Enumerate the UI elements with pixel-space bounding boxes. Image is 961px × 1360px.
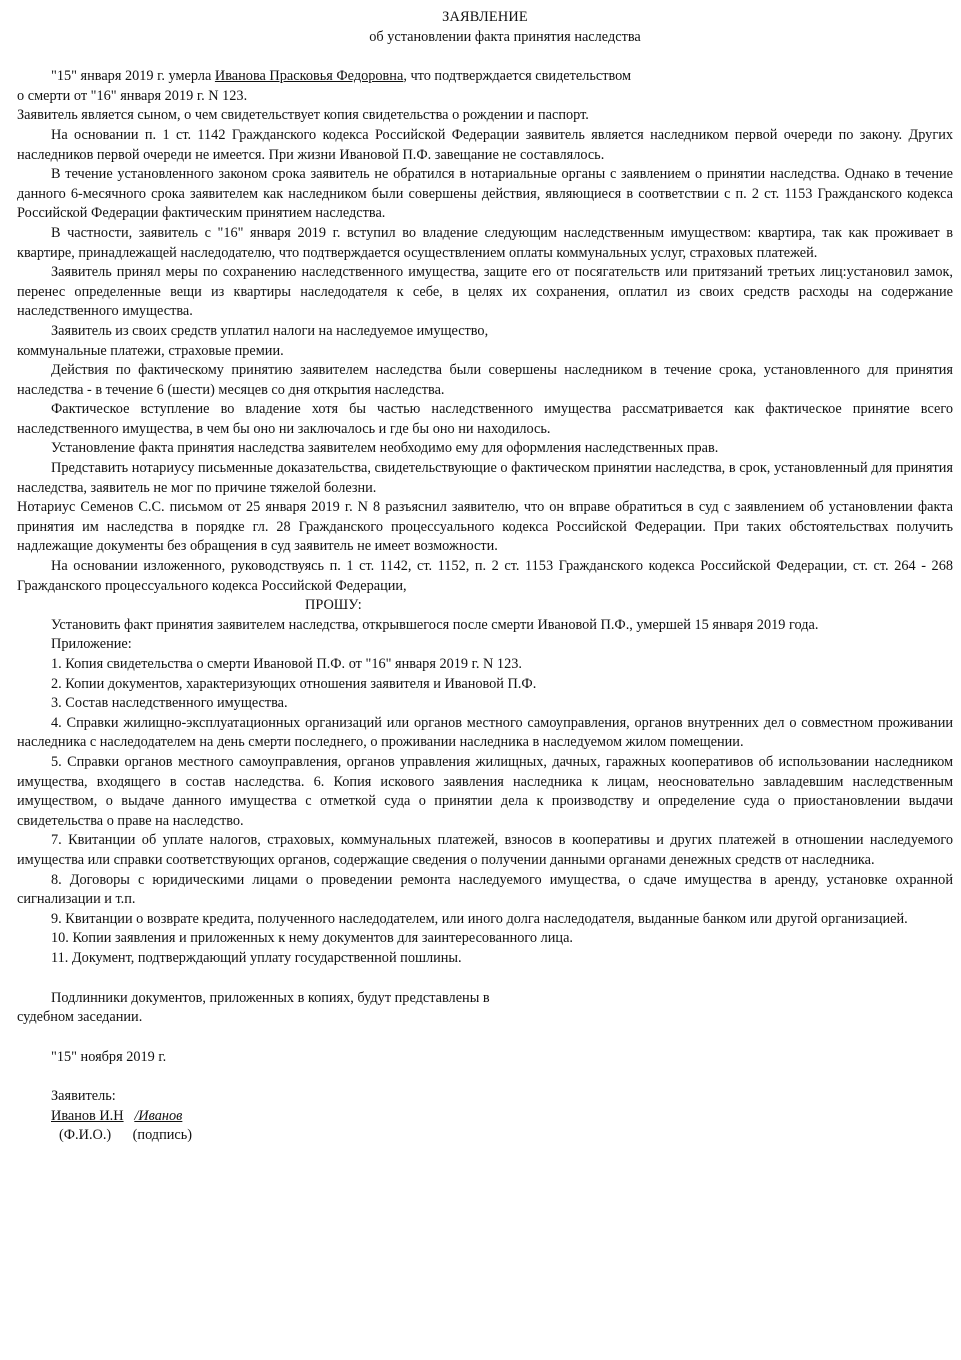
deceased-name: Иванова Прасковья Федоровна: [214, 68, 404, 85]
document-subtitle: об установлении факта принятия наследства: [369, 28, 641, 45]
paragraph-son: Заявитель является сыном, о чем свидетельствует копия свидетельства о рождении и паспорт.: [17, 107, 589, 124]
attachments-heading: Приложение:: [51, 636, 132, 653]
attachment-item: 11. Документ, подтверждающий уплату государственной пошлины.: [51, 949, 462, 966]
applicant-label: Заявитель:: [51, 1088, 116, 1105]
request-text: Установить факт принятия заявителем наследства, открывшегося после смерти Ивановой П.Ф., умершей 15 января 2019 года.: [51, 616, 819, 633]
paragraph-actions: Действия по фактическому принятию заявителем наследства были совершены наследником в течение срока, установленного для принятия наследства - в течение 6 (шести) месяцев со дня открытия наследства.: [17, 362, 953, 398]
paragraph-taxes: Заявитель из своих средств уплатил налоги на наследуемое имущество,: [51, 322, 489, 339]
intro-date: "15" января 2019 г. умерла: [51, 68, 212, 85]
fio-label: (Ф.И.О.): [59, 1127, 112, 1144]
attachment-item: 3. Состав наследственного имущества.: [51, 695, 288, 712]
signature-label: (подпись): [132, 1127, 193, 1144]
intro-line-2: о смерти от "16" января 2019 г. N 123.: [17, 87, 248, 104]
applicant-signature-line: [17, 1107, 953, 1127]
attachment-item: 8. Договоры с юридическими лицами о проведении ремонта наследуемого имущества, о сдаче имущества в аренду, установке охранной сигнализации и т.п.: [17, 871, 953, 908]
paragraph-evidence: Представить нотариусу письменные доказательства, свидетельствующие о фактическом принятии наследства, в срок, установленный для принятия наследства, заявитель не мог по причине тяжелой болезни.: [17, 460, 953, 496]
paragraph-factual: Фактическое вступление во владение хотя бы частью наследственного имущества рассматривается как фактическое принятие всего наследственного имущества, в чем бы оно ни заключалось и где бы оно ни находилось.: [17, 401, 953, 437]
paragraph-measures: Заявитель принял меры по сохранению наследственного имущества, защите его от посягательств или притязаний третьих лиц:установил замок, перенес определенные вещи из квартиры наследодателя к себе, в целях их сохранения, оплатил из своих средств расходы на содержание наследственного имущества.: [17, 264, 953, 320]
attachment-item: 4. Справки жилищно-эксплуатационных организаций или органов местного самоуправления, органов внутренних дел о совместном проживании наследника с наследодателем на день смерти последнего, о проживании наследника в наследуемом жилом помещении.: [17, 714, 953, 751]
spacer: [17, 969, 953, 989]
sign-date: "15" ноября 2019 г.: [51, 1048, 167, 1065]
attachment-item: 5. Справки органов местного самоуправления, органов управления жилищных, дачных, гаражных кооперативов об использовании наследником имущества, входящего в состав наследства. 6. Копия искового заявления наследника к лицам, неосновательно завладевшим наследственным имуществом, о выдаче данного имущества с отметкой суда о принятии дела к производству и определение суда о приостановлении выдачи свидетельства о праве на наследство.: [17, 753, 953, 829]
signature-captions: [17, 1126, 953, 1146]
request-heading: ПРОШУ:: [305, 597, 362, 614]
intro-cert: , что подтверждается свидетельством: [403, 68, 632, 85]
applicant-name: Иванов И.Н: [51, 1107, 124, 1124]
paragraph-grounds: На основании изложенного, руководствуясь п. 1 ст. 1142, ст. 1152, п. 2 ст. 1153 Гражданского кодекса Российской Федерации, ст. ст. 264 - 268 Гражданского процессуального кодекса Российской Федерации,: [17, 558, 953, 594]
paragraph-taxes-2: коммунальные платежи, страховые премии.: [17, 342, 284, 359]
attachment-item: 10. Копии заявления и приложенных к нему документов для заинтересованного лица.: [51, 930, 574, 947]
spacer: [17, 1028, 953, 1048]
spacer: [17, 1067, 953, 1087]
attachment-item: 1. Копия свидетельства о смерти Ивановой П.Ф. от "16" января 2019 г. N 123.: [51, 656, 522, 672]
paragraph-term: В течение установленного законом срока заявитель не обратился в нотариальные органы с заявлением о принятии наследства. Однако в течение данного 6-месячного срока заявителем как наследником были совершены действия, являющиеся в соответствии с п. 2 ст. 1153 Гражданского кодекса Российской Федерации фактическим принятием наследства.: [17, 166, 953, 222]
paragraph-notary: Нотариус Семенов С.С. письмом от 25 января 2019 г. N 8 разъяснил заявителю, что он вправе обратиться в суд с заявлением об установлении факта принятия им наследства в порядке гл. 28 Гражданского процессуального кодекса Российской Федерации. При таких обстоятельствах получить надлежащие документы без обращения в суд заявитель не имеет возможности.: [17, 499, 953, 555]
spacer: [17, 47, 953, 67]
originals-note: Подлинники документов, приложенных в копиях, будут представлены в: [51, 989, 490, 1006]
document-title: ЗАЯВЛЕНИЕ: [442, 9, 528, 25]
paragraph-possession: В частности, заявитель с "16" января 2019 г. вступил во владение следующим наследственным имуществом: квартира, так как проживает в квартире, принадлежащей наследодателю, что подтверждается осуществлением оплаты коммунальных услуг, страховых платежей.: [17, 224, 953, 261]
intro-line-1: [17, 67, 953, 87]
attachment-item: 2. Копии документов, характеризующих отношения заявителя и Ивановой П.Ф.: [51, 675, 537, 692]
attachment-item: 9. Квитанции о возврате кредита, полученного наследодателем, или иного долга наследодателя, выданные банком или другой организацией.: [51, 910, 908, 927]
applicant-signature: /Иванов: [134, 1107, 183, 1124]
paragraph-establishment: Установление факта принятия наследства заявителем необходимо ему для оформления наследственных прав.: [51, 440, 719, 457]
attachment-item: 7. Квитанции об уплате налогов, страховых, коммунальных платежей, взносов в кооперативы и других платежей в отношении наследуемого имущества или справки соответствующих органов, содержащие сведения о получении данными органами денежных средств от наследника.: [17, 832, 953, 868]
originals-note-2: судебном заседании.: [17, 1009, 143, 1026]
paragraph-basis: На основании п. 1 ст. 1142 Гражданского кодекса Российской Федерации заявитель является наследником первой очереди по закону. Других наследников первой очереди не имеется. При жизни Ивановой П.Ф. завещание не составлялось.: [17, 126, 953, 163]
